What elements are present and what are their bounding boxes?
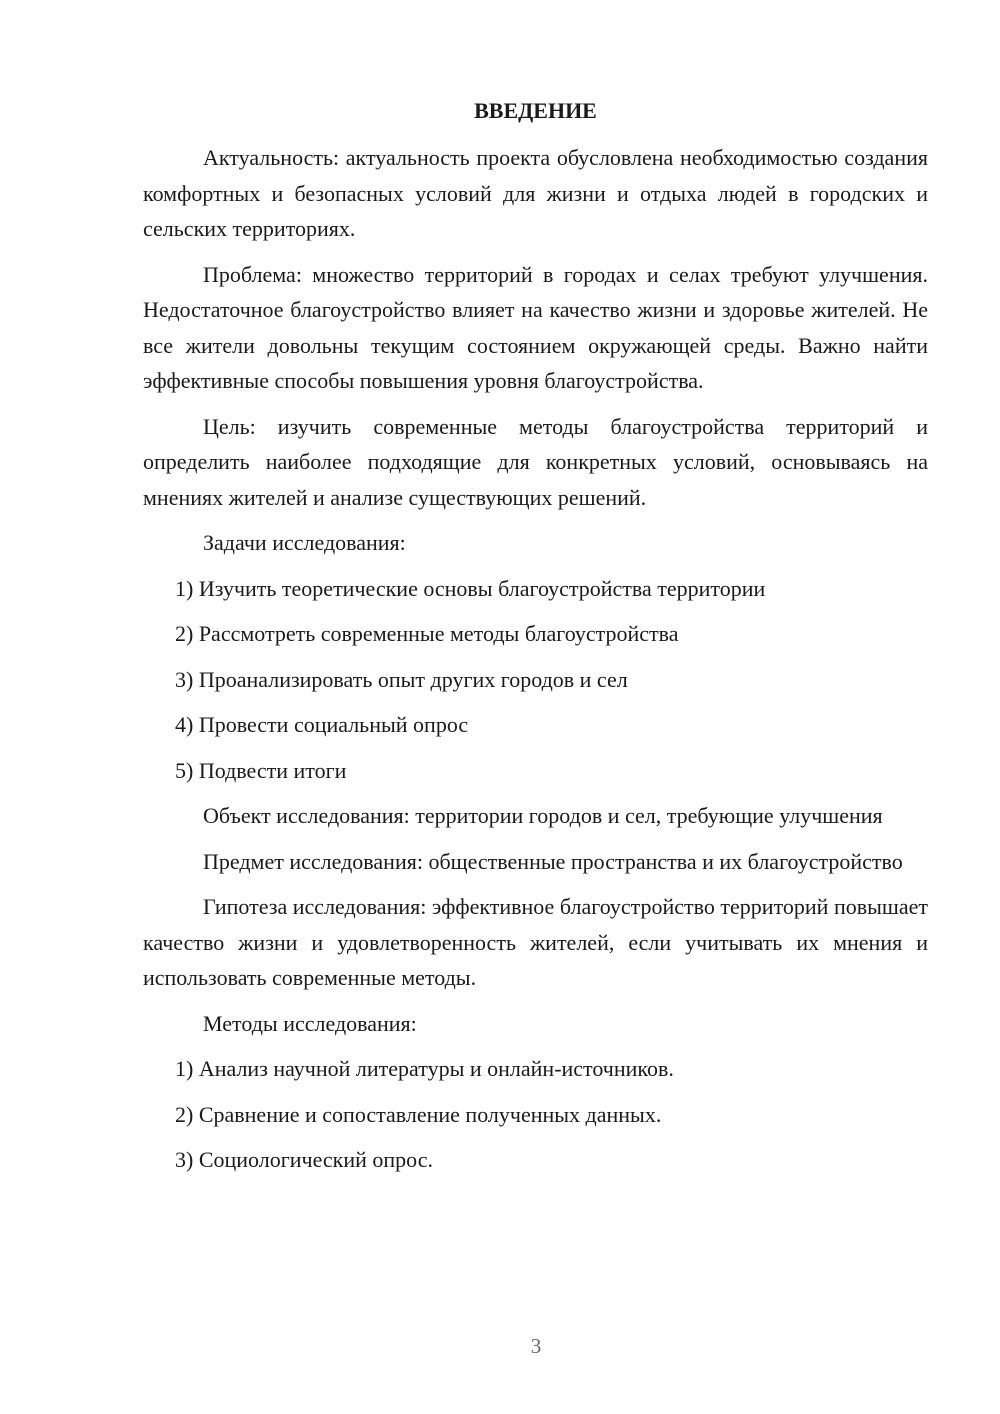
paragraph-problem: Проблема: множество территорий в городах и селах требуют улучшения. Недостаточное благоустройство влияет на качество жизни и здоровье жителей. Не все жители довольны текущим состоянием окружающей среды. Важно найти эффективные способы повышения уровня благоустройства. — [143, 261, 928, 393]
page-content — [143, 94, 928, 1188]
page-title: ВВЕДЕНИЕ — [474, 98, 597, 123]
list-item: 3) Социологический опрос. — [175, 1147, 433, 1172]
list-item: 1) Изучить теоретические основы благоустройства территории — [175, 575, 766, 601]
list-item: 3) Проанализировать опыт других городов и сел — [175, 666, 628, 692]
paragraph-object: Объект исследования: территории городов и сел, требующие улучшения — [203, 803, 883, 828]
page-number: 3 — [530, 1334, 542, 1358]
methods-list — [143, 1051, 928, 1178]
paragraph-goal: Цель: изучить современные методы благоустройства территорий и определить наиболее подходящие для конкретных условий, основываясь на мнениях жителей и анализе существующих решений. — [143, 413, 928, 510]
list-item: 4) Провести социальный опрос — [175, 712, 469, 737]
list-item: 5) Подвести итоги — [175, 757, 347, 783]
tasks-heading: Задачи исследования: — [203, 530, 406, 555]
tasks-list — [143, 571, 928, 789]
paragraph-relevance: Актуальность: актуальность проекта обусловлена необходимостью создания комфортных и безопасных условий для жизни и отдыха людей в городских и сельских территориях. — [143, 145, 928, 241]
list-item: 1) Анализ научной литературы и онлайн-источников. — [175, 1056, 674, 1081]
paragraph-subject: Предмет исследования: общественные пространства и их благоустройство — [203, 848, 903, 874]
paragraph-hypothesis: Гипотеза исследования: эффективное благоустройство территорий повышает качество жизни и удовлетворенность жителей, если учитывать их мнения и использовать современные методы. — [143, 894, 928, 990]
list-item: 2) Рассмотреть современные методы благоустройства — [175, 621, 679, 646]
methods-heading: Методы исследования: — [203, 1010, 417, 1036]
list-item: 2) Сравнение и сопоставление полученных данных. — [175, 1101, 662, 1127]
